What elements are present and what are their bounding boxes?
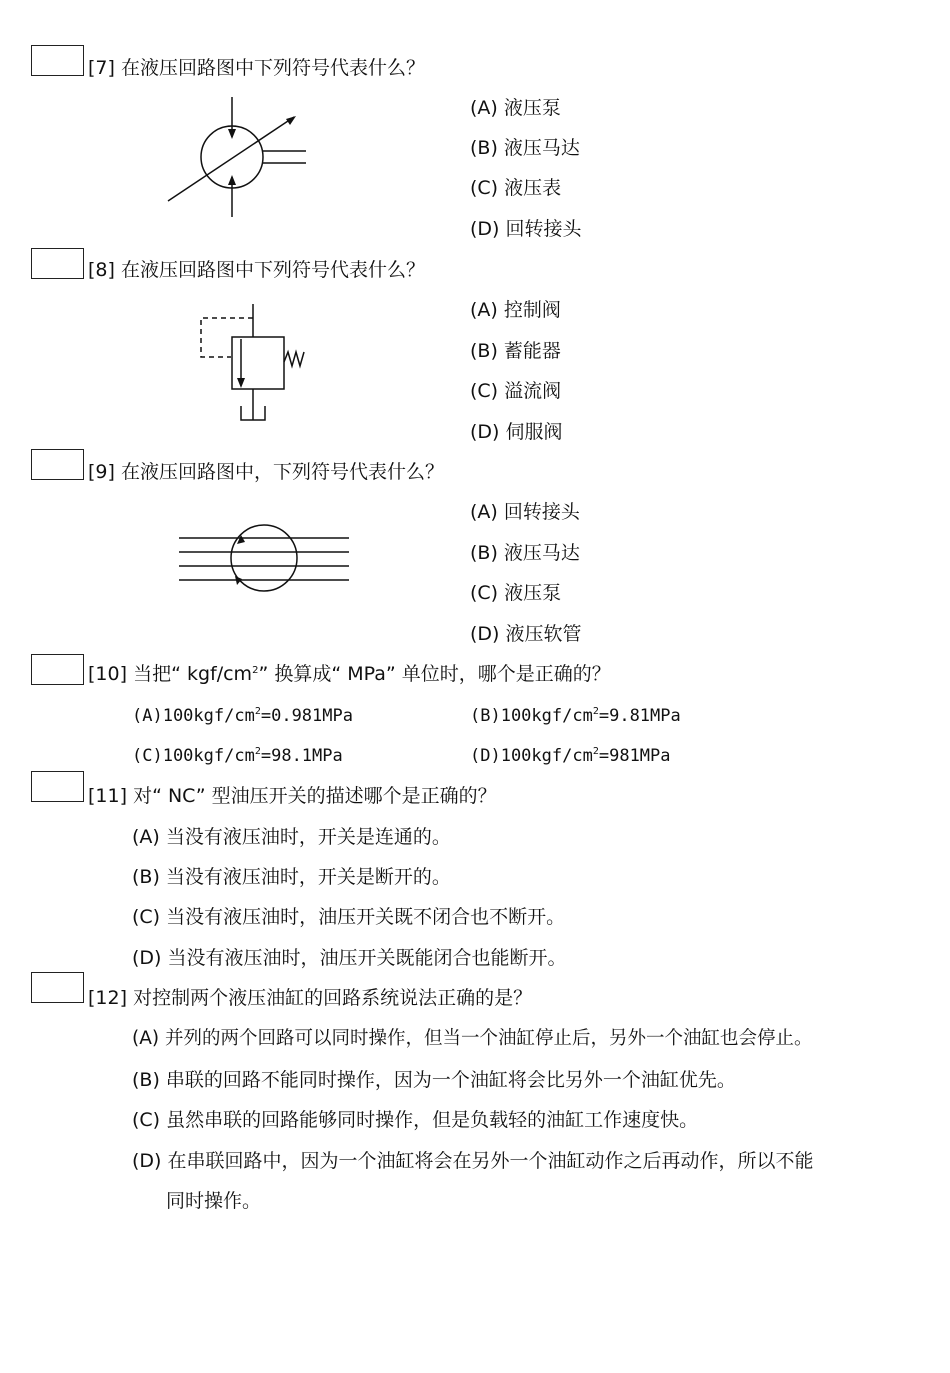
q10-option-d[interactable]: $(D)100kgf/cm^2=981MPa$ [470,746,671,766]
q7-option-b[interactable]: (B) 液压马达 [470,137,580,159]
q9-option-b[interactable]: (B) 液压马达 [470,542,580,564]
question-12-stem: [12] 对控制两个液压油缸的回路系统说法正确的是？ [88,987,533,1009]
q8-option-b[interactable]: (B) 蓄能器 [470,340,561,362]
q10-option-b[interactable]: $(B)100kgf/cm^2=9.81MPa$ [470,706,681,726]
q9-option-d[interactable]: (D) 液压软管 [470,623,582,645]
q8-option-a[interactable]: (A) 控制阀 [470,299,561,321]
q9-option-a[interactable]: (A) 回转接头 [470,501,580,523]
answer-box-q11[interactable] [31,771,84,802]
answer-box-q12[interactable] [31,972,84,1003]
q10-option-a[interactable]: $(A)100kgf/cm^2=0.981MPa$ [132,706,353,726]
question-10-stem: [10] 当把“ kgf/$cm^2$” 换算成“ MPa” 单位时，哪个是正确的？ [88,663,611,685]
relief-valve-symbol [195,302,315,427]
q9-option-c[interactable]: (C) 液压泵 [470,582,562,604]
q12-option-b[interactable]: (B) 串联的回路不能同时操作，因为一个油缸将会比另外一个油缸优先。 [132,1069,736,1091]
q10-option-c[interactable]: $(C)100kgf/cm^2=98.1MPa$ [132,746,343,766]
question-8-stem: [8] 在液压回路图中下列符号代表什么？ [88,259,425,281]
question-7-stem: [7] 在液压回路图中下列符号代表什么？ [88,57,425,79]
q12-option-d-continuation: 同时操作。 [166,1190,262,1212]
rotary-joint-symbol [175,518,355,598]
question-11-stem: [11] 对“ NC” 型油压开关的描述哪个是正确的？ [88,785,497,807]
hydraulic-pump-motor-symbol [160,95,320,225]
question-9-stem: [9] 在液压回路图中，下列符号代表什么？ [88,461,444,483]
q7-option-a[interactable]: (A) 液压泵 [470,97,561,119]
q7-option-c[interactable]: (C) 液压表 [470,177,562,199]
q12-option-d[interactable]: (D) 在串联回路中，因为一个油缸将会在另外一个油缸动作之后再动作，所以不能 [132,1150,814,1172]
q12-option-c[interactable]: (C) 虽然串联的回路能够同时操作，但是负载轻的油缸工作速度快。 [132,1109,699,1131]
q12-option-a[interactable]: (A) 并列的两个回路可以同时操作，但当一个油缸停止后，另外一个油缸也会停止。 [132,1028,813,1049]
q8-option-d[interactable]: (D) 伺服阀 [470,421,563,443]
q11-option-d[interactable]: (D) 当没有液压油时，油压开关既能闭合也能断开。 [132,947,567,969]
answer-box-q9[interactable] [31,449,84,480]
answer-box-q7[interactable] [31,45,84,76]
q11-option-c[interactable]: (C) 当没有液压油时，油压开关既不闭合也不断开。 [132,906,566,928]
q7-option-d[interactable]: (D) 回转接头 [470,218,582,240]
answer-box-q8[interactable] [31,248,84,279]
answer-box-q10[interactable] [31,654,84,685]
q11-option-b[interactable]: (B) 当没有液压油时，开关是断开的。 [132,866,451,888]
q8-option-c[interactable]: (C) 溢流阀 [470,380,562,402]
q11-option-a[interactable]: (A) 当没有液压油时，开关是连通的。 [132,826,451,848]
